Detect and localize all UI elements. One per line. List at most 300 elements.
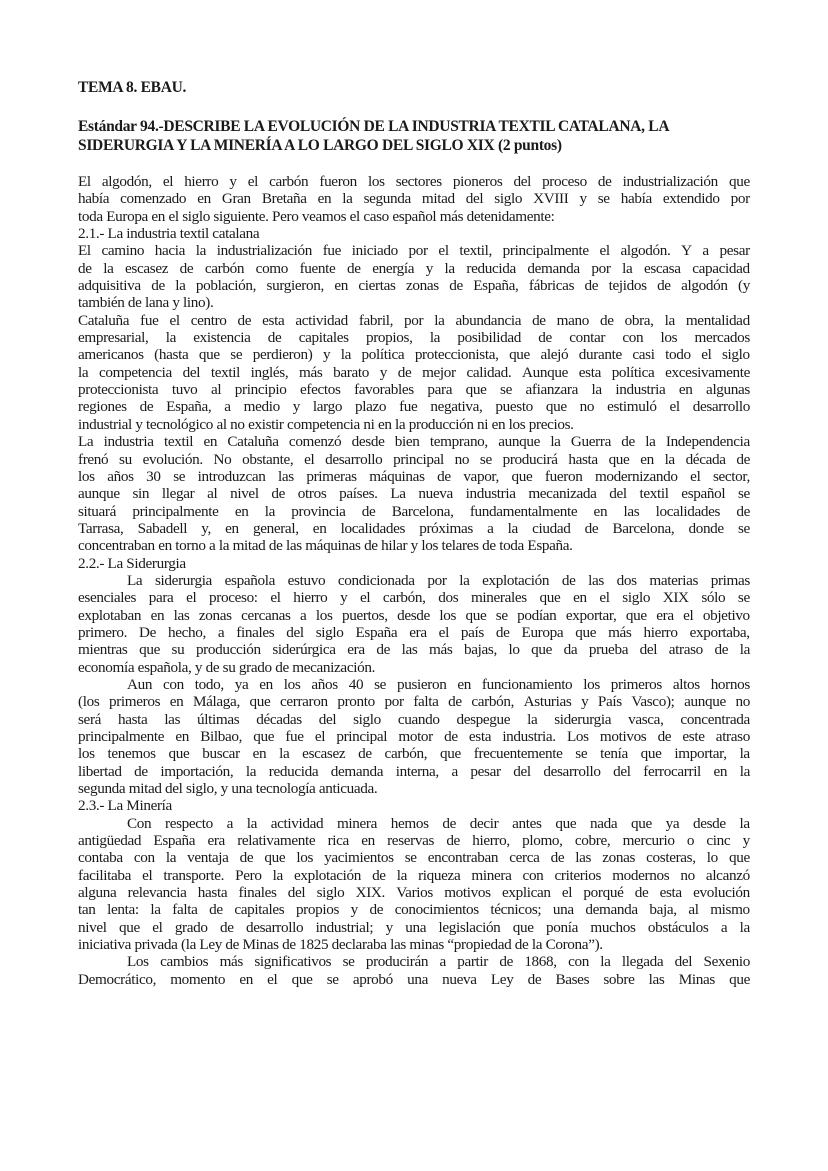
word: hierro xyxy=(184,173,219,190)
word: prueba xyxy=(588,641,629,659)
word: explotaban xyxy=(78,606,142,624)
word: lo xyxy=(508,641,520,659)
word: en xyxy=(150,606,165,624)
word: fue xyxy=(140,311,159,329)
word: a xyxy=(451,762,458,780)
word: que xyxy=(640,745,662,763)
word: Cataluña xyxy=(227,433,279,451)
word: de xyxy=(358,745,372,763)
word: con xyxy=(163,675,184,693)
paragraph-line: economía española, y de su grado de mecanización. xyxy=(78,658,376,676)
word: proteccionista, xyxy=(414,346,499,364)
word: que xyxy=(139,641,160,659)
word: de xyxy=(209,901,223,919)
word: alguna xyxy=(78,884,117,902)
word: Cataluña xyxy=(78,311,130,329)
word: posibilidad xyxy=(457,329,522,347)
word: frenó xyxy=(78,450,109,468)
word: el xyxy=(152,918,163,936)
word: buscar xyxy=(202,745,240,763)
word: nueva xyxy=(442,970,477,988)
word: (y xyxy=(738,277,750,295)
word: minera xyxy=(471,866,512,884)
word: la xyxy=(340,346,352,364)
word: y xyxy=(292,398,300,416)
paragraph-line xyxy=(78,867,750,884)
word: con xyxy=(622,329,644,347)
word: Y xyxy=(681,242,692,260)
word: País xyxy=(597,693,622,711)
word: la xyxy=(279,745,290,763)
word: textil xyxy=(163,433,194,451)
paragraph-line xyxy=(78,520,750,537)
word: largo xyxy=(312,398,343,416)
word: industria. xyxy=(502,728,556,745)
word: de xyxy=(621,433,635,451)
word: desarrollo xyxy=(325,450,383,468)
word: obstáculos xyxy=(647,918,709,936)
word: que xyxy=(465,381,487,399)
word: España xyxy=(153,832,196,850)
word: industria xyxy=(615,381,666,399)
paragraph-line: industrial y tecnológico al no existir competencia ni en la producción ni en los precios. xyxy=(78,415,574,433)
standard-heading-line: SIDERURGIA Y LA MINERÍA A LO LARGO DEL SIGLO XIX (2 puntos) xyxy=(78,137,562,154)
word: no xyxy=(454,450,470,468)
paragraph-line xyxy=(78,485,750,502)
word: próximas xyxy=(419,519,473,537)
word: se xyxy=(500,381,512,399)
word: la xyxy=(245,762,257,780)
word: la xyxy=(444,259,455,277)
word: hasta xyxy=(117,710,148,728)
word: fue xyxy=(285,728,304,745)
word: que xyxy=(168,745,190,763)
word: el xyxy=(599,589,610,607)
word: sólo xyxy=(701,589,726,607)
word: perdieron) xyxy=(252,346,313,364)
word: en xyxy=(640,450,654,468)
word: efectos xyxy=(299,381,341,399)
word: Vasco); xyxy=(631,693,675,711)
word: que xyxy=(511,467,533,485)
word: no xyxy=(680,866,695,884)
word: en xyxy=(593,502,608,520)
word: máquinas xyxy=(369,467,425,485)
word: (hasta xyxy=(154,346,189,364)
word: una xyxy=(405,918,427,936)
paragraph-line xyxy=(78,433,750,450)
paragraph-line xyxy=(78,329,750,346)
word: se xyxy=(737,589,750,607)
word: la xyxy=(342,190,353,208)
word: exportar, xyxy=(565,606,617,624)
word: español xyxy=(681,485,726,503)
word: Democrático, xyxy=(78,970,157,988)
word: las xyxy=(164,710,181,728)
word: los xyxy=(367,173,385,190)
word: de xyxy=(657,277,671,295)
word: Bilbao, xyxy=(200,728,243,745)
word: el xyxy=(701,346,712,364)
word: aunque xyxy=(78,485,120,503)
word: mercados xyxy=(694,329,750,347)
word: del xyxy=(287,884,306,902)
word: por xyxy=(591,259,611,277)
word: hacia xyxy=(154,242,186,260)
word: en xyxy=(713,762,728,780)
word: fuente xyxy=(299,259,336,277)
word: siglo xyxy=(494,190,523,208)
word: cuando xyxy=(397,710,440,728)
word: localidades xyxy=(655,502,721,520)
paragraph-line xyxy=(78,693,750,710)
word: explotación xyxy=(293,866,361,884)
word: era xyxy=(409,623,427,641)
word: los xyxy=(439,606,457,624)
word: La xyxy=(390,485,406,503)
word: su xyxy=(119,450,132,468)
word: ciudad xyxy=(532,519,571,537)
word: donde xyxy=(688,519,724,537)
word: pronto xyxy=(337,693,375,711)
word: aunque xyxy=(684,693,726,711)
word: el xyxy=(690,467,701,485)
word: El xyxy=(78,173,91,190)
word: se xyxy=(495,606,508,624)
word: se xyxy=(326,970,339,988)
word: la xyxy=(165,329,176,347)
word: de xyxy=(634,884,649,902)
word: en xyxy=(234,502,249,520)
paragraph-line xyxy=(78,641,750,658)
word: demanda xyxy=(330,762,384,780)
word: da xyxy=(563,641,578,659)
word: carbón xyxy=(204,259,245,277)
word: demanda xyxy=(527,259,580,277)
word: industrialización xyxy=(622,173,718,190)
word: se xyxy=(737,519,750,537)
word: mitad xyxy=(421,190,455,208)
word: Ley xyxy=(490,970,514,988)
paragraph-line xyxy=(78,503,750,520)
word: de xyxy=(532,311,546,329)
word: algunas xyxy=(706,381,750,399)
word: durante xyxy=(578,346,622,364)
paragraph-line xyxy=(78,468,750,485)
document-title: TEMA 8. EBAU. xyxy=(78,79,187,96)
word: carbón xyxy=(269,173,309,190)
word: y xyxy=(425,259,433,277)
word: la xyxy=(429,329,441,347)
word: del xyxy=(182,363,201,381)
word: Bases xyxy=(555,970,590,988)
word: cinc xyxy=(706,832,731,850)
word: rica xyxy=(327,832,349,850)
paragraph-line xyxy=(78,919,750,936)
word: libertad xyxy=(78,762,122,780)
word: hierro xyxy=(643,623,678,641)
word: podían xyxy=(517,606,557,624)
word: industria xyxy=(103,433,154,451)
word: muchos xyxy=(590,918,636,936)
word: política xyxy=(611,363,655,381)
word: de xyxy=(597,173,612,190)
word: que xyxy=(608,450,630,468)
paragraph xyxy=(78,173,750,225)
word: Barcelona, xyxy=(612,519,675,537)
word: que xyxy=(728,849,750,867)
word: a xyxy=(720,918,728,936)
word: todo xyxy=(665,346,691,364)
word: que xyxy=(630,814,652,832)
word: se xyxy=(374,675,387,693)
word: siglo xyxy=(316,884,345,902)
word: Pero xyxy=(235,866,262,884)
word: las xyxy=(173,606,190,624)
word: de xyxy=(271,485,286,503)
word: de xyxy=(448,693,462,711)
paragraph-line xyxy=(78,589,750,606)
word: obstante, xyxy=(242,450,294,468)
word: en xyxy=(225,519,239,537)
word: la xyxy=(622,259,633,277)
word: finales xyxy=(238,884,277,902)
word: y xyxy=(742,832,750,850)
word: decir xyxy=(469,814,499,832)
word: Sabadell xyxy=(137,519,188,537)
word: hierro xyxy=(293,589,328,607)
word: mercurio xyxy=(622,832,675,850)
paragraph-line xyxy=(78,901,750,918)
word: en xyxy=(573,589,587,607)
word: de xyxy=(372,866,386,884)
word: primero. xyxy=(78,623,128,641)
paragraph-line xyxy=(78,381,750,398)
word: evolución. xyxy=(142,450,203,468)
word: en xyxy=(317,190,332,208)
word: favorables xyxy=(354,381,414,399)
word: XIX xyxy=(662,589,689,607)
word: Independencia xyxy=(665,433,750,451)
word: partir xyxy=(457,953,489,971)
word: se xyxy=(737,485,750,503)
word: la xyxy=(739,762,750,780)
word: siderúrgica xyxy=(272,641,336,659)
word: la xyxy=(396,866,408,884)
word: cercanas xyxy=(241,606,291,624)
paragraph-line xyxy=(78,745,750,762)
word: Barcelona, xyxy=(391,502,454,520)
word: mejor xyxy=(422,363,456,381)
word: desde xyxy=(692,814,726,832)
word: camino xyxy=(101,242,145,260)
paragraph-line xyxy=(78,832,750,849)
paragraph xyxy=(78,242,750,311)
word: de xyxy=(361,502,376,520)
word: dos xyxy=(438,589,459,607)
word: respecto xyxy=(165,814,213,832)
word: mecanizada xyxy=(528,485,597,503)
word: del xyxy=(613,762,631,780)
word: condicionada xyxy=(337,571,415,589)
word: las xyxy=(648,970,665,988)
word: proteccionista xyxy=(78,381,159,399)
word: este xyxy=(682,728,705,745)
word: concentrada xyxy=(680,710,750,728)
word: producirá xyxy=(502,450,558,468)
word: a xyxy=(702,242,709,260)
word: de xyxy=(561,571,576,589)
paragraph-line xyxy=(78,346,750,363)
word: de xyxy=(657,728,672,745)
word: momento xyxy=(170,970,226,988)
word: propios xyxy=(295,901,340,919)
word: en xyxy=(169,693,184,711)
word: el xyxy=(561,884,573,902)
word: ventaja xyxy=(187,849,229,867)
word: la xyxy=(664,450,675,468)
word: que xyxy=(465,606,487,624)
word: de xyxy=(584,519,599,537)
word: ferrocarril xyxy=(643,762,701,780)
word: capitales xyxy=(298,329,349,347)
word: reservas xyxy=(387,832,435,850)
word: hornos xyxy=(710,675,750,693)
word: siglo xyxy=(722,346,750,364)
word: sin xyxy=(132,485,150,503)
word: que xyxy=(728,173,750,190)
word: No xyxy=(213,450,232,468)
word: que xyxy=(264,849,286,867)
word: se xyxy=(342,953,355,971)
word: riqueza xyxy=(418,866,461,884)
word: general, xyxy=(252,519,299,537)
paragraph-line: toda Europa en el siglo siguiente. Pero veamos el caso español más detenidamente: xyxy=(78,207,555,225)
word: por xyxy=(404,311,424,329)
word: nivel xyxy=(78,918,107,936)
word: barato xyxy=(333,363,370,381)
word: industria xyxy=(465,485,516,503)
word: escasa xyxy=(643,259,681,277)
paragraph-line: concentraban en torno a la mitad de las máquinas de hilar y los telares de toda España. xyxy=(78,537,573,555)
word: en xyxy=(197,190,211,208)
word: que xyxy=(555,814,577,832)
word: las xyxy=(588,571,604,589)
word: esenciales xyxy=(78,589,137,607)
word: mismo xyxy=(710,901,750,919)
word: minera xyxy=(336,814,378,832)
word: en xyxy=(252,745,267,763)
word: la xyxy=(175,277,186,295)
word: provincia xyxy=(291,502,346,520)
word: propios, xyxy=(365,329,413,347)
word: mano xyxy=(556,311,590,329)
word: explotación xyxy=(482,571,550,589)
word: plomo, xyxy=(522,832,563,850)
word: vasca, xyxy=(628,710,664,728)
word: estimuló xyxy=(607,398,657,416)
word: fabril, xyxy=(358,311,394,329)
word: el xyxy=(314,728,326,745)
word: Asturias xyxy=(523,693,572,711)
word: Guerra xyxy=(570,433,611,451)
word: inglés, xyxy=(250,363,289,381)
word: para xyxy=(148,589,174,607)
word: España xyxy=(355,623,398,641)
word: desarrollo xyxy=(245,918,304,936)
section-subheading: 2.1.- La industria textil catalana xyxy=(78,225,260,243)
word: textil xyxy=(639,485,669,503)
word: se xyxy=(479,450,492,468)
word: centro xyxy=(190,311,227,329)
word: años xyxy=(311,675,338,693)
word: los xyxy=(296,849,314,867)
standard-heading xyxy=(78,117,750,155)
word: de xyxy=(151,277,165,295)
word: localidades xyxy=(340,519,406,537)
word: energía xyxy=(372,259,415,277)
word: las xyxy=(623,502,640,520)
word: primeros xyxy=(108,693,161,711)
word: principalmente xyxy=(78,728,165,745)
word: primeras xyxy=(306,467,357,485)
paragraph-line xyxy=(78,953,750,970)
word: nada xyxy=(589,814,618,832)
word: 40 xyxy=(348,675,364,693)
word: baja, xyxy=(649,901,677,919)
word: las xyxy=(401,641,418,659)
paragraph-line xyxy=(78,242,750,259)
word: se xyxy=(173,467,186,485)
word: que xyxy=(249,693,271,711)
word: zonas xyxy=(602,849,636,867)
word: negativa, xyxy=(430,398,483,416)
word: el xyxy=(438,623,449,641)
word: el xyxy=(683,606,694,624)
word: reducida xyxy=(268,762,319,780)
word: de xyxy=(584,277,599,295)
word: finales xyxy=(236,623,275,641)
word: Minas xyxy=(678,970,715,988)
word: actividad xyxy=(270,814,324,832)
word: en xyxy=(239,970,253,988)
word: llegar xyxy=(161,485,195,503)
word: fue xyxy=(322,242,342,260)
word: más xyxy=(428,641,453,659)
word: la xyxy=(507,519,518,537)
word: de xyxy=(220,918,234,936)
paragraph-line: también de lana y lino). xyxy=(78,294,214,312)
word: la xyxy=(664,311,675,329)
word: escasez xyxy=(302,745,346,763)
word: el xyxy=(169,311,180,329)
word: esta xyxy=(468,728,492,745)
word: Gran xyxy=(221,190,251,208)
word: el xyxy=(304,450,315,468)
word: desde xyxy=(351,433,385,451)
word: que xyxy=(575,623,597,641)
word: al xyxy=(210,381,222,399)
word: una xyxy=(407,970,428,988)
word: algodón xyxy=(681,277,728,295)
paragraph-line xyxy=(78,815,750,832)
word: frecuentemente xyxy=(473,745,563,763)
word: la xyxy=(739,918,750,936)
word: surgieron, xyxy=(266,277,324,295)
word: del xyxy=(465,190,484,208)
word: de xyxy=(495,623,510,641)
word: facilitaba xyxy=(78,866,131,884)
